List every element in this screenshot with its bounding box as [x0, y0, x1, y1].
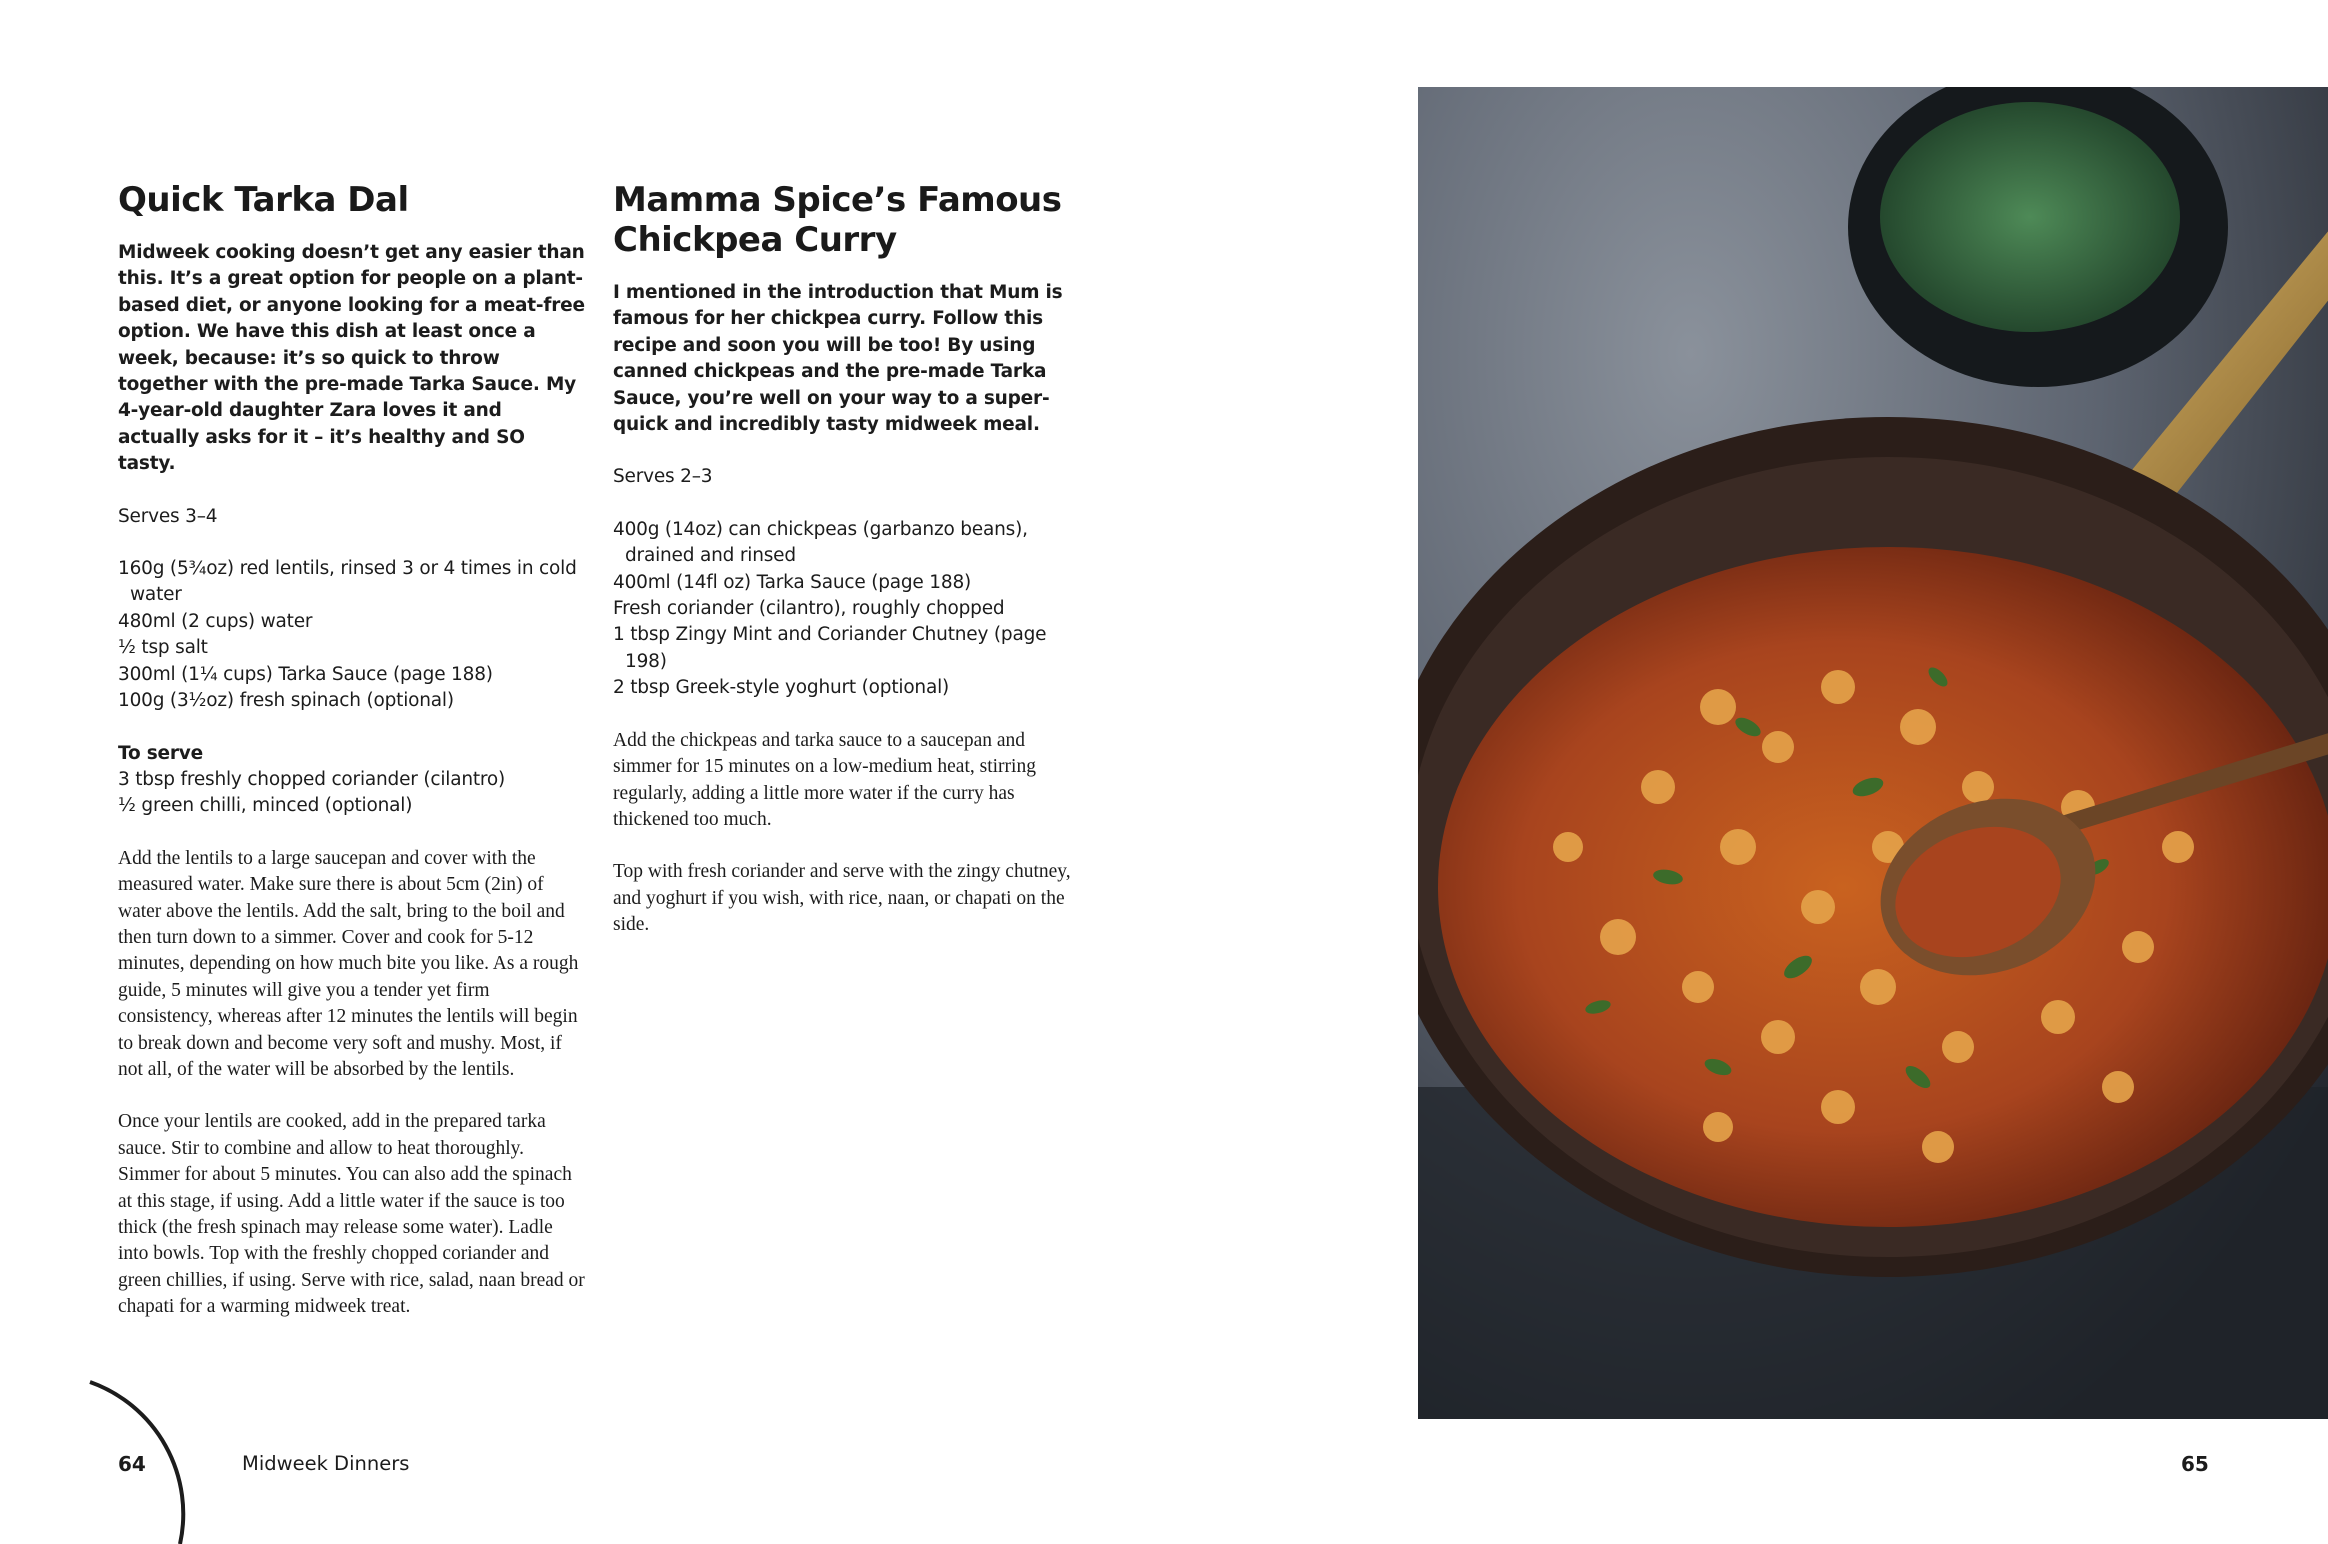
ingredient-item: 480ml (2 cups) water [118, 610, 313, 632]
ingredient-item: Fresh coriander (cilantro), roughly chopped [613, 598, 1005, 620]
chickpea-curry-photo [1418, 87, 2328, 1419]
ingredient-item: 1 tbsp Zingy Mint and Coriander Chutney (page 198) [613, 624, 1047, 672]
ingredient-item: 400g (14oz) can chickpeas (garbanzo beans), drained and rinsed [613, 518, 1028, 567]
recipe-intro: I mentioned in the introduction that Mum is famous for her chickpea curry. Follow this recipe and soon you will be too! By using canned chickpeas and the pre-made Tarka Sauce, you’re well on your way to a super-quick and incredibly tasty midweek meal. [613, 282, 1063, 436]
ingredient-item: 160g (5¾oz) red lentils, rinsed 3 or 4 times in cold water [118, 558, 577, 606]
decorative-arc [0, 1370, 200, 1544]
recipe-serves: Serves 2–3 [613, 466, 713, 488]
to-serve-item: ½ green chilli, minced (optional) [118, 795, 413, 817]
page-number-right: 65 [2181, 1452, 2209, 1476]
to-serve-list [118, 767, 586, 820]
method-paragraph: Top with fresh coriander and serve with the zingy chutney, and yoghurt if you wish, with rice, naan, or chapati on the side. [613, 861, 1071, 936]
ingredient-list [118, 556, 586, 714]
to-serve-item: 3 tbsp freshly chopped coriander (cilantro) [118, 768, 506, 790]
recipe-title: Mamma Spice’s Famous Chickpea Curry [613, 180, 1062, 260]
to-serve-heading: To serve [118, 742, 204, 764]
left-recipe [118, 180, 586, 1321]
method-paragraph: Once your lentils are cooked, add in the prepared tarka sauce. Stir to combine and allow to heat thoroughly. Simmer for about 5 minutes. You can also add the spinach at this stage, if using. Add a little water if the sauce is too thick (the fresh spinach may release some water). Ladle into bowls. Top with the freshly chopped coriander and green chillies, if using. Serve with rice, salad, naan bread or chapati for a warming midweek treat. [118, 1111, 585, 1318]
ingredient-item: ½ tsp salt [118, 637, 208, 659]
ingredient-item: 300ml (1¼ cups) Tarka Sauce (page 188) [118, 663, 493, 685]
ingredient-list [613, 517, 1083, 702]
section-title: Midweek Dinners [242, 1452, 410, 1475]
recipe-title: Quick Tarka Dal [118, 180, 409, 220]
right-recipe [613, 180, 1083, 939]
ingredient-item: 100g (3½oz) fresh spinach (optional) [118, 690, 454, 712]
page-number-left: 64 [118, 1452, 146, 1476]
recipe-intro: Midweek cooking doesn’t get any easier than this. It’s a great option for people on a plant-based diet, or anyone looking for a meat-free option. We have this dish at least once a week, because: it’s so quick to throw together with the pre-made Tarka Sauce. My 4-year-old daughter Zara loves it and actually asks for it – it’s healthy and SO tasty. [118, 242, 585, 475]
ingredient-item: 2 tbsp Greek-style yoghurt (optional) [613, 677, 950, 699]
method-paragraph: Add the lentils to a large saucepan and cover with the measured water. Make sure there is about 5cm (2in) of water above the lentils. Add the salt, bring to the boil and then turn down to a simmer. Cover and cook for 5-12 minutes, depending on how much bite you like. As a rough guide, 5 minutes will give you a tender yet firm consistency, whereas after 12 minutes the lentils will begin to break down and become very soft and mushy. Most, if not all, of the water will be absorbed by the lentils. [118, 847, 579, 1080]
chutney [1880, 102, 2180, 332]
recipe-serves: Serves 3–4 [118, 505, 218, 527]
curry-pan-illustration [1418, 87, 2328, 1419]
ingredient-item: 400ml (14fl oz) Tarka Sauce (page 188) [613, 571, 972, 593]
method-paragraph: Add the chickpeas and tarka sauce to a saucepan and simmer for 15 minutes on a low-medium heat, stirring regularly, adding a little more water if the curry has thickened too much. [613, 729, 1036, 830]
